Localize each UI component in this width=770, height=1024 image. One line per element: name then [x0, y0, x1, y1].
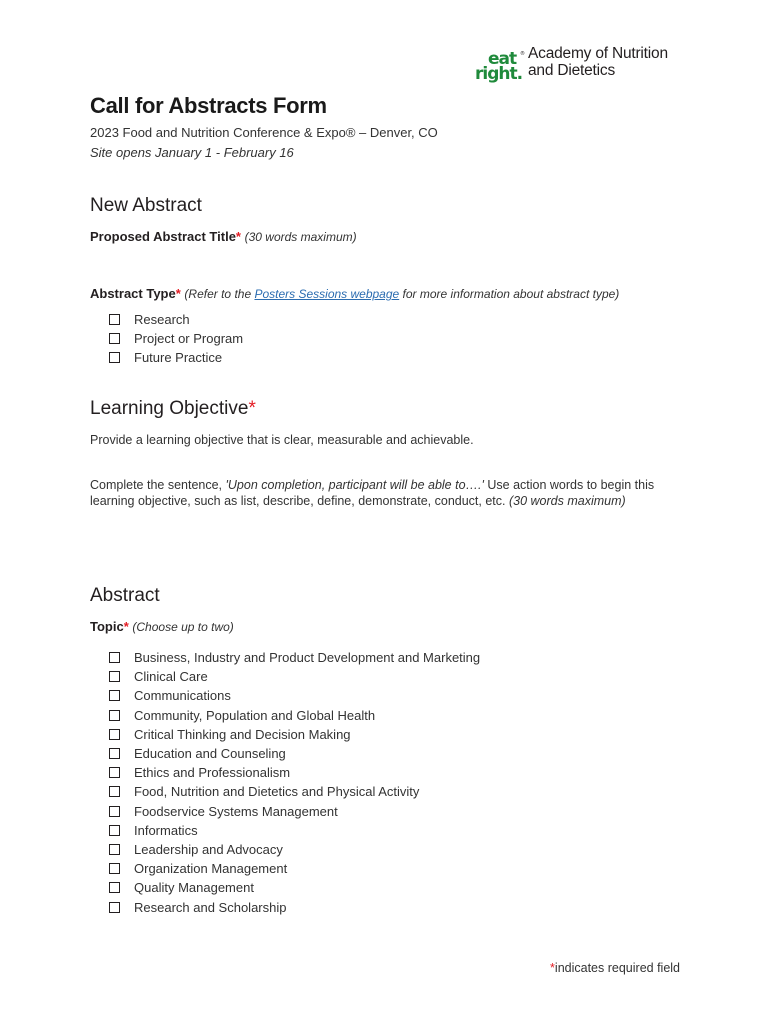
- checkbox[interactable]: [109, 806, 120, 817]
- checkbox[interactable]: [109, 844, 120, 855]
- section-heading-abstract: Abstract: [90, 585, 160, 606]
- learning-objective-instruction: Provide a learning objective that is clear, measurable and achievable.: [90, 433, 474, 447]
- checkbox[interactable]: [109, 767, 120, 778]
- topic-label: [90, 619, 234, 634]
- topic-option[interactable]: [109, 802, 480, 821]
- option-label: Food, Nutrition and Dietetics and Physical Activity: [134, 784, 420, 800]
- sentence-quote: 'Upon completion, participant will be able to….': [225, 478, 484, 492]
- logo-org-line1: Academy of Nutrition: [528, 45, 668, 62]
- checkbox[interactable]: [109, 748, 120, 759]
- checkbox[interactable]: [109, 902, 120, 913]
- option-label: Community, Population and Global Health: [134, 707, 376, 723]
- posters-sessions-link[interactable]: Posters Sessions webpage: [254, 287, 400, 301]
- topic-options: [109, 648, 480, 917]
- abstract-type-hint-before: (Refer to the: [184, 287, 255, 301]
- topic-option[interactable]: [109, 897, 480, 916]
- checkbox[interactable]: [109, 314, 120, 325]
- abstract-type-options: [109, 310, 243, 368]
- topic-option[interactable]: [109, 648, 480, 667]
- topic-label-text: Topic: [90, 619, 124, 634]
- option-label: Critical Thinking and Decision Making: [134, 726, 351, 742]
- required-asterisk: *: [248, 398, 256, 419]
- option-label: Leadership and Advocacy: [134, 841, 283, 857]
- academy-logo: [474, 44, 668, 84]
- abstract-type-hint-after: for more information about abstract type): [399, 287, 620, 301]
- sentence-after: Use action words to begin this learning objective, such as list, describe, define, demonstrate, conduct, etc.: [90, 478, 655, 508]
- checkbox[interactable]: [109, 690, 120, 701]
- site-dates: Site opens January 1 - February 16: [90, 145, 294, 160]
- topic-option[interactable]: [109, 744, 480, 763]
- topic-option[interactable]: [109, 782, 480, 801]
- checkbox[interactable]: [109, 863, 120, 874]
- abstract-title-hint: (30 words maximum): [244, 230, 357, 244]
- option-label: Informatics: [134, 822, 198, 838]
- topic-option[interactable]: [109, 667, 480, 686]
- required-asterisk: *: [550, 961, 555, 975]
- option-label: Research and Scholarship: [134, 899, 287, 915]
- option-label: Clinical Care: [134, 669, 208, 685]
- checkbox[interactable]: [109, 652, 120, 663]
- logo-registered-mark: ®: [520, 51, 525, 57]
- required-asterisk: *: [235, 229, 241, 244]
- topic-option[interactable]: [109, 725, 480, 744]
- abstract-type-label: [90, 286, 619, 301]
- checkbox[interactable]: [109, 333, 120, 344]
- topic-option[interactable]: [109, 686, 480, 705]
- option-label: Foodservice Systems Management: [134, 803, 338, 819]
- topic-option[interactable]: [109, 706, 480, 725]
- required-asterisk: *: [175, 286, 181, 301]
- option-label: Ethics and Professionalism: [134, 765, 291, 781]
- abstract-title-label-text: Proposed Abstract Title: [90, 229, 236, 244]
- learning-objective-heading-text: Learning Objective: [90, 398, 249, 419]
- abstract-type-option-project-or-program[interactable]: [109, 329, 243, 348]
- option-label: Quality Management: [134, 880, 254, 896]
- logo-mark-eat: eat: [488, 49, 517, 69]
- conference-subtitle: 2023 Food and Nutrition Conference & Expo® – Denver, CO: [90, 125, 438, 140]
- checkbox[interactable]: [109, 671, 120, 682]
- eatright-logo-mark: [474, 44, 526, 84]
- option-label: Communications: [134, 688, 231, 704]
- option-label: Project or Program: [134, 331, 244, 347]
- option-label: Research: [134, 312, 190, 328]
- checkbox[interactable]: [109, 729, 120, 740]
- logo-org-line2: and Dietetics: [528, 62, 616, 79]
- abstract-type-label-text: Abstract Type: [90, 286, 176, 301]
- page-title: Call for Abstracts Form: [90, 93, 327, 118]
- abstract-title-label: [90, 229, 357, 244]
- topic-option[interactable]: [109, 821, 480, 840]
- option-label: Future Practice: [134, 350, 223, 366]
- required-field-note: [550, 961, 680, 975]
- topic-hint: (Choose up to two): [132, 620, 234, 634]
- option-label: Business, Industry and Product Development and Marketing: [134, 650, 481, 666]
- required-field-note-text: indicates required field: [554, 961, 680, 975]
- logo-mark-right: right.: [475, 64, 523, 84]
- logo-org-name: [528, 45, 668, 79]
- section-heading-learning-objective: [90, 398, 256, 420]
- option-label: Education and Counseling: [134, 746, 286, 762]
- section-heading-new-abstract: New Abstract: [90, 195, 202, 216]
- checkbox[interactable]: [109, 710, 120, 721]
- abstract-type-option-research[interactable]: [109, 310, 243, 329]
- checkbox[interactable]: [109, 882, 120, 893]
- required-asterisk: *: [123, 619, 129, 634]
- topic-option[interactable]: [109, 840, 480, 859]
- checkbox[interactable]: [109, 352, 120, 363]
- topic-option[interactable]: [109, 859, 480, 878]
- checkbox[interactable]: [109, 825, 120, 836]
- sentence-before: Complete the sentence,: [90, 478, 226, 492]
- sentence-hint: (30 words maximum): [508, 494, 626, 508]
- option-label: Organization Management: [134, 861, 288, 877]
- topic-option[interactable]: [109, 878, 480, 897]
- learning-objective-sentence: [90, 477, 670, 509]
- abstract-type-option-future-practice[interactable]: [109, 348, 243, 367]
- topic-option[interactable]: [109, 763, 480, 782]
- checkbox[interactable]: [109, 786, 120, 797]
